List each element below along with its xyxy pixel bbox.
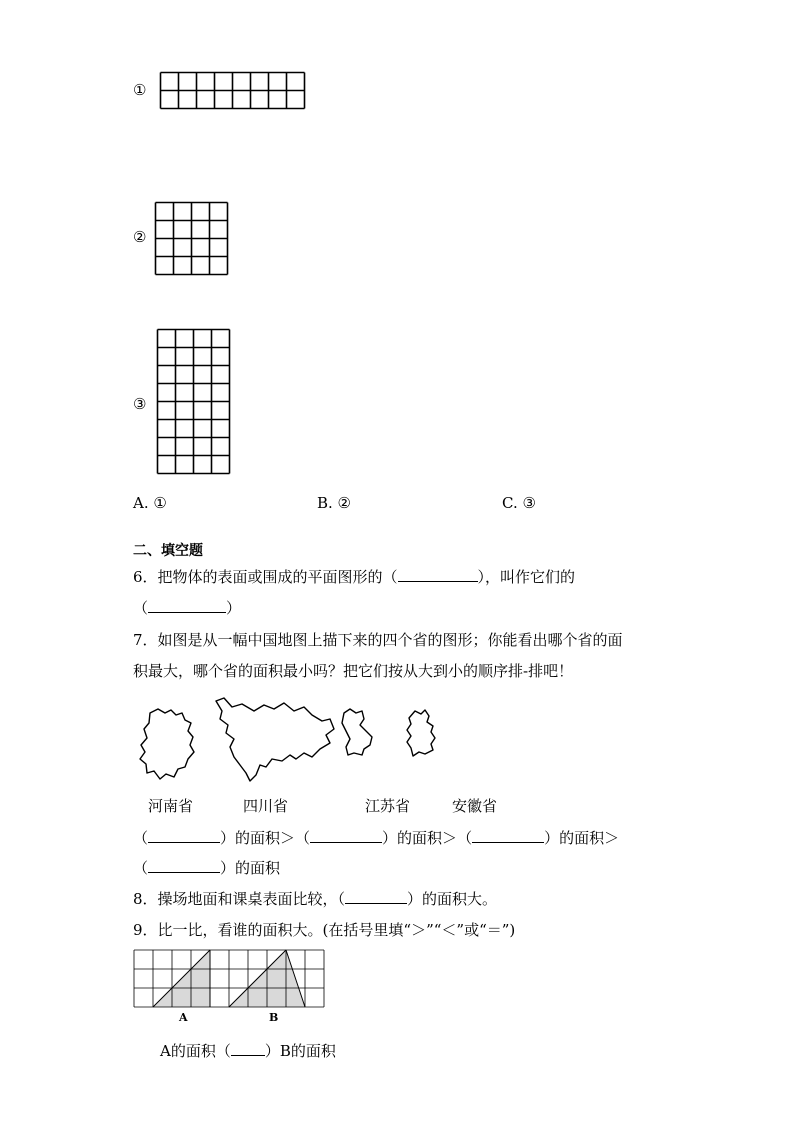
province-sichuan: 四川省 [243, 797, 289, 815]
jiangsu-outline [340, 707, 376, 757]
henan-outline [138, 707, 196, 782]
q7-suffix-2: ）的面积＞ [382, 829, 458, 847]
q9-compare-suffix: ）B的面积 [264, 1042, 336, 1060]
question-7-line1: 7．如图是从一幅中国地图上描下来的四个省的图形；你能看出哪个省的面 [133, 631, 623, 649]
q9-grid-figure [134, 950, 326, 1008]
option-a[interactable]: A. ① [133, 494, 167, 512]
q7-blank-4[interactable] [148, 858, 220, 873]
province-jiangsu: 江苏省 [365, 797, 411, 815]
q8-blank[interactable] [345, 889, 407, 904]
q9-blank[interactable] [231, 1041, 265, 1056]
sichuan-outline [212, 695, 338, 783]
figure-3-grid [157, 329, 230, 475]
q6-close: ） [226, 599, 242, 617]
q9-label-b: B [269, 1011, 279, 1024]
question-6-line2 [133, 597, 241, 618]
q7-suffix-4: ）的面积 [220, 859, 281, 877]
question-8 [133, 888, 497, 909]
q9-compare [160, 1040, 336, 1061]
q8-suffix: ）的面积大。 [407, 890, 498, 908]
figure-2-label: ② [133, 228, 147, 246]
q7-suffix-3: ）的面积＞ [544, 829, 620, 847]
section-title: 二、填空题 [133, 543, 203, 559]
q7-order-line1 [133, 827, 619, 848]
q7-suffix-1: ）的面积＞ [220, 829, 296, 847]
q6-open: （ [133, 599, 149, 617]
figure-1-label: ① [133, 81, 147, 99]
q9-compare-prefix: A的面积（ [160, 1042, 231, 1060]
option-b[interactable]: B. ② [317, 494, 352, 512]
q6-mid: ），叫作它们的 [477, 568, 576, 586]
option-c[interactable]: C. ③ [502, 494, 536, 512]
q7-blank-3[interactable] [472, 828, 544, 843]
q7-open-2: （ [295, 829, 311, 847]
q7-open-1: （ [133, 829, 149, 847]
question-6-line1 [133, 566, 575, 587]
figure-2-grid [155, 202, 228, 275]
question-9: 9．比一比，看谁的面积大。(在括号里填“＞”“＜”或“＝”) [133, 921, 516, 939]
figure-1-grid [160, 72, 306, 109]
q7-open-3: （ [457, 829, 473, 847]
anhui-outline [403, 708, 439, 758]
q7-blank-1[interactable] [148, 828, 220, 843]
question-7-line2: 积最大，哪个省的面积最小吗？把它们按从大到小的顺序排-排吧！ [133, 662, 574, 680]
q6-blank-2[interactable] [148, 598, 226, 613]
q6-blank-1[interactable] [398, 567, 478, 582]
q9-label-a: A [179, 1011, 188, 1024]
province-anhui: 安徽省 [452, 797, 498, 815]
q7-order-line2 [133, 857, 280, 878]
province-henan: 河南省 [148, 797, 194, 815]
q8-prefix: 8．操场地面和课桌表面比较，（ [133, 890, 346, 908]
q7-blank-2[interactable] [310, 828, 382, 843]
figure-3-label: ③ [133, 395, 147, 413]
q6-prefix: 6．把物体的表面或围成的平面图形的（ [133, 568, 398, 586]
q7-open-4: （ [133, 859, 149, 877]
